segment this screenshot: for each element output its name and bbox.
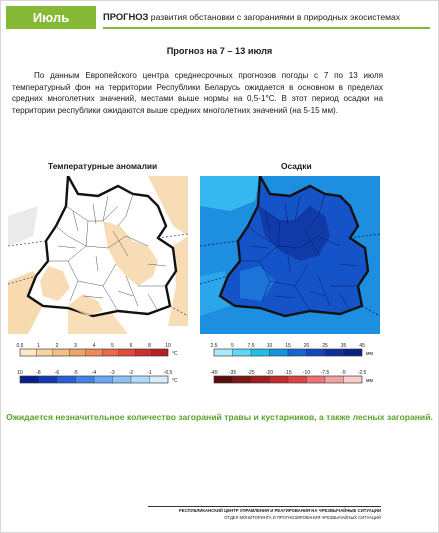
- footer-rule: [148, 506, 381, 507]
- temperature-anomaly-map: [8, 176, 188, 334]
- temp-warm-legend-tick-label: 10: [165, 343, 171, 349]
- forecast-subtitle: Прогноз на 7 – 13 июля: [166, 46, 273, 56]
- page-header: [6, 6, 430, 29]
- precip-dry-legend-tick-label: -5: [341, 370, 346, 376]
- temperature-map-title: Температурные аномалии: [48, 161, 158, 171]
- temp-cold-legend-tick-label: -1: [147, 370, 152, 376]
- conclusion-text: Ожидается незначительное количество загораний травы и кустарников, а также лесных загораний.: [6, 412, 433, 422]
- temp-cold-legend-unit: °C: [172, 378, 178, 384]
- header-rule: [103, 27, 430, 29]
- precip-wet-legend-tick-label: 2.5: [210, 343, 218, 349]
- temp-cold-legend-tick-label: -4: [91, 370, 97, 376]
- temp-cold-legend-tick-label: -2: [128, 370, 134, 376]
- temp-cold-legend-tick-label: 10: [17, 370, 23, 376]
- precipitation-map-title: Осадки: [281, 161, 312, 171]
- temp-warm-legend-tick-label: 8: [148, 343, 151, 349]
- temp-warm-legend-tick-label: 2: [55, 343, 59, 349]
- header-title: [103, 6, 400, 29]
- precip-wet-legend-tick-label: 25: [322, 343, 328, 349]
- precip-dry-legend-tick-label: -35: [228, 370, 237, 376]
- temp-cold-legend-tick-label: -0,5: [163, 370, 173, 376]
- precip-dry-legend-unit: мм: [366, 378, 373, 384]
- precip-dry-legend-tick-label: -2.5: [357, 370, 367, 376]
- precip-dry-legend-tick-label: -45: [210, 370, 218, 376]
- temp-warm-legend-tick-label: 6: [129, 343, 133, 349]
- footer-department: ОТДЕЛ МОНИТОРИНГА И ПРОГНОЗИРОВАНИЯ ЧРЕЗВЫЧАЙНЫХ СИТУАЦИЙ: [224, 515, 381, 520]
- precipitation-map: [200, 176, 380, 334]
- temp-cold-legend-tick-label: -5: [73, 370, 78, 376]
- precip-wet-legend-tick-label: 45: [359, 343, 365, 349]
- temp-warm-legend-unit: °C: [172, 351, 178, 357]
- precip-wet-legend-tick-label: 20: [303, 343, 310, 349]
- precip-wet-legend-tick-label: 5: [231, 343, 234, 349]
- precip-wet-legend-tick-label: 35: [340, 343, 347, 349]
- precip-dry-legend-tick-label: -15: [284, 370, 292, 376]
- temp-cold-legend-tick-label: -8: [36, 370, 41, 376]
- intro-paragraph: [12, 70, 383, 117]
- precip-dry-legend-tick-label: -20: [265, 370, 274, 376]
- precip-wet-legend-tick-label: 15: [285, 343, 291, 349]
- precip-wet-legend-tick-label: 7.5: [247, 343, 255, 349]
- temp-warm-legend-tick-label: 5: [111, 343, 114, 349]
- precip-wet-legend-tick-label: 10: [266, 343, 273, 349]
- temp-warm-legend-tick-label: 4: [92, 343, 96, 349]
- header-title-bold: ПРОГНОЗ: [103, 11, 149, 22]
- temp-cold-legend-tick-label: -6: [54, 370, 60, 376]
- footer-organization: РЕСПУБЛИКАНСКИЙ ЦЕНТР УПРАВЛЕНИЯ И РЕАГИРОВАНИЯ НА ЧРЕЗВЫЧАЙНЫЕ СИТУАЦИИ: [178, 508, 381, 513]
- precip-dry-legend-tick-label: -7.5: [320, 370, 330, 376]
- precip-dry-legend-tick-label: -10: [302, 370, 311, 376]
- header-title-rest: развития обстановки с загораниями в природных экосистемах: [148, 12, 401, 22]
- precip-wet-legend-unit: мм: [366, 351, 373, 357]
- temp-warm-legend-tick-label: 1: [37, 343, 40, 349]
- month-tab: Июль: [6, 6, 96, 29]
- temp-cold-legend-tick-label: -3: [110, 370, 115, 376]
- precip-dry-legend-tick-label: -25: [247, 370, 255, 376]
- temp-warm-legend-tick-label: 0,5: [16, 343, 24, 349]
- intro-text: По данным Европейского центра среднесрочных прогнозов погоды с 7 по 13 июля температурный фон на территории Республики Беларусь ожидается в основном в пределах средних многолетних значений, местами выше нормы на 0,5-1°С. В этот период осадки на территории республики ожидаются выше средних многолетних значений (на 5-15 мм).: [12, 71, 383, 116]
- temp-warm-legend-tick-label: 3: [74, 343, 77, 349]
